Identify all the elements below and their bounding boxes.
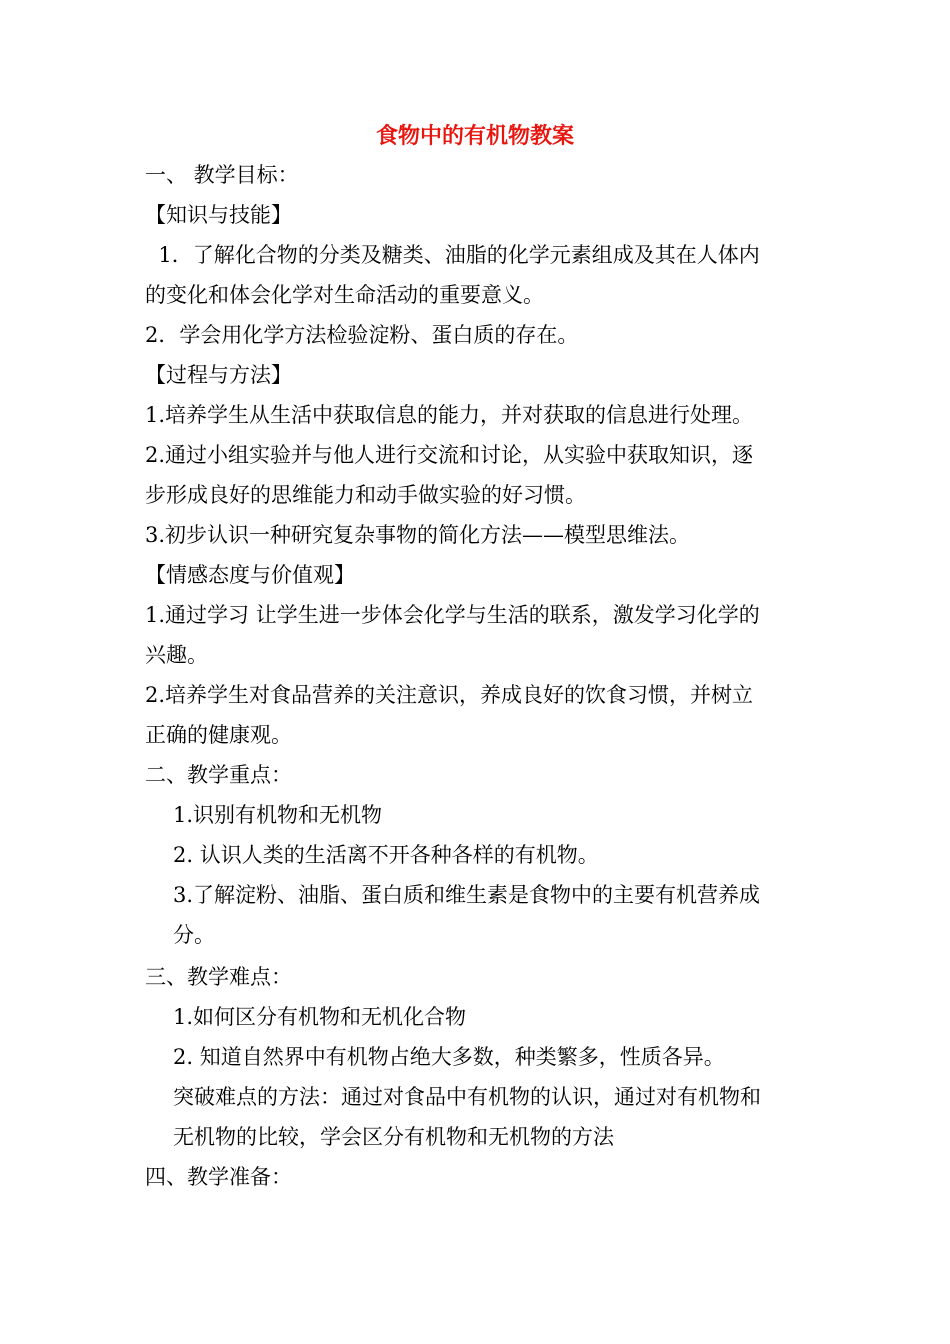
paragraph-line: 步形成良好的思维能力和动手做实验的好习惯。	[145, 483, 586, 507]
paragraph-line: 2．学会用化学方法检验淀粉、蛋白质的存在。	[145, 323, 579, 347]
list-item: 分。	[173, 923, 215, 947]
subheading-emotion-values: 【情感态度与价值观】	[145, 563, 355, 587]
subheading-knowledge-skills: 【知识与技能】	[145, 203, 292, 227]
paragraph-line: 无机物的比较，学会区分有机物和无机物的方法	[173, 1125, 614, 1149]
paragraph-line: 的变化和体会化学对生命活动的重要意义。	[145, 283, 544, 307]
paragraph-line: 3.初步认识一种研究复杂事物的简化方法——模型思维法。	[145, 523, 691, 547]
subheading-process-methods: 【过程与方法】	[145, 363, 292, 387]
section-heading-objectives: 一、 教学目标：	[145, 163, 299, 187]
section-heading-key-points: 二、教学重点：	[145, 763, 292, 787]
list-item: 1.识别有机物和无机物	[173, 803, 383, 827]
paragraph-line: 1．了解化合物的分类及糖类、油脂的化学元素组成及其在人体内	[145, 243, 760, 267]
paragraph-line: 1.通过学习 让学生进一步体会化学与生活的联系，激发学习化学的	[145, 603, 760, 627]
paragraph-line: 2.培养学生对食品营养的关注意识，养成良好的饮食习惯，并树立	[145, 683, 754, 707]
list-item: 2. 认识人类的生活离不开各种各样的有机物。	[173, 843, 599, 867]
paragraph-line: 正确的健康观。	[145, 723, 292, 747]
paragraph-line: 兴趣。	[145, 643, 208, 667]
paragraph-line: 突破难点的方法：通过对食品中有机物的认识，通过对有机物和	[173, 1085, 761, 1109]
list-item: 2. 知道自然界中有机物占绝大多数，种类繁多，性质各异。	[173, 1045, 725, 1069]
paragraph-line: 1.培养学生从生活中获取信息的能力，并对获取的信息进行处理。	[145, 403, 754, 427]
section-heading-difficulties: 三、教学难点：	[145, 965, 292, 989]
paragraph-line: 2.通过小组实验并与他人进行交流和讨论，从实验中获取知识，逐	[145, 443, 754, 467]
list-item: 3.了解淀粉、油脂、蛋白质和维生素是食物中的主要有机营养成	[173, 883, 761, 907]
section-heading-preparation: 四、教学准备：	[145, 1165, 292, 1189]
list-item: 1.如何区分有机物和无机化合物	[173, 1005, 467, 1029]
document-title: 食物中的有机物教案	[375, 123, 574, 149]
